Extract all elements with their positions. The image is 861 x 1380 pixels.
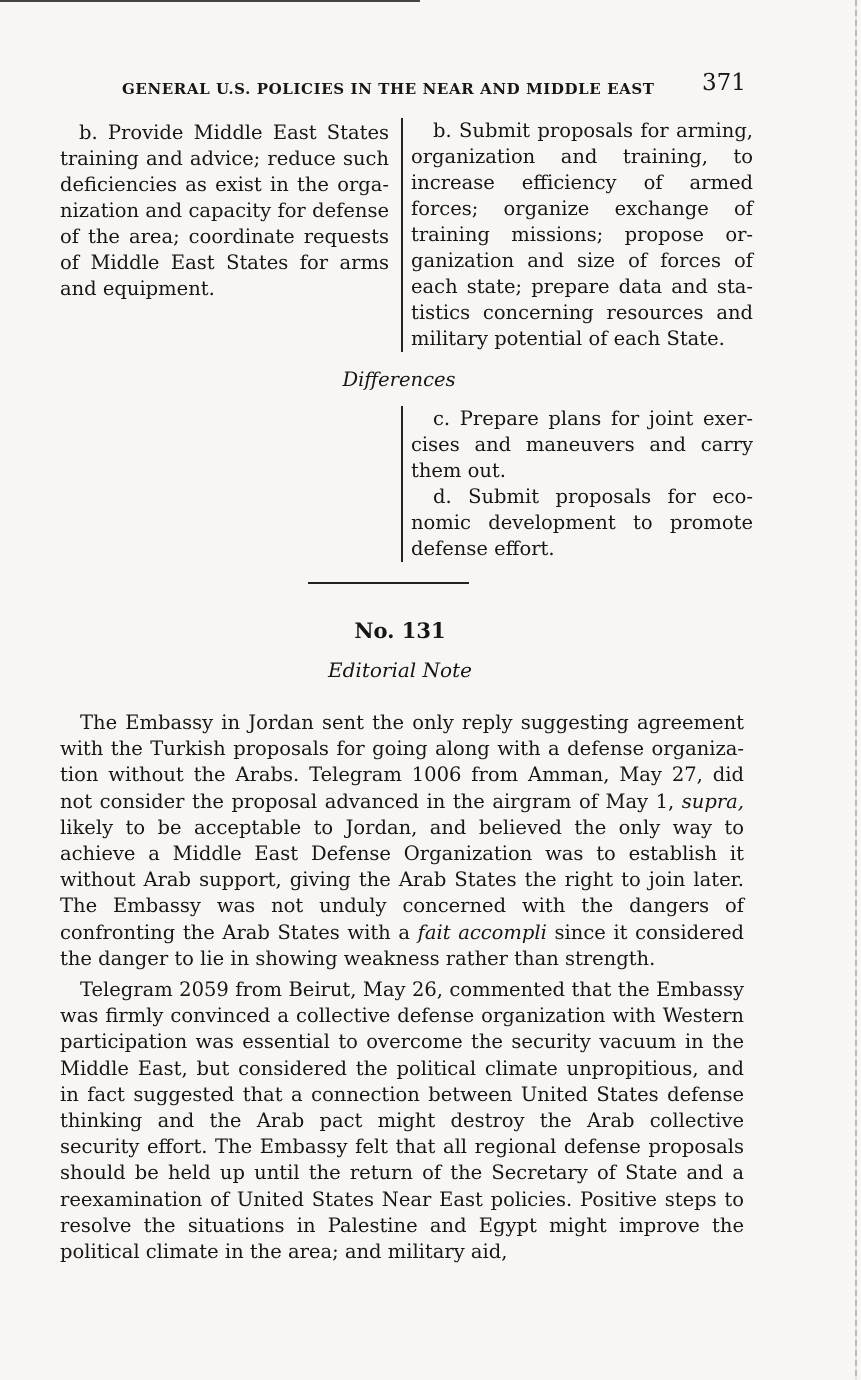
left-column xyxy=(60,120,389,302)
differences-heading: Differences xyxy=(342,368,456,391)
document-number: No. 131 xyxy=(354,618,446,643)
editorial-note-body xyxy=(60,710,744,1270)
paragraph-1-supra: supra, xyxy=(681,789,744,813)
paragraph-1-fait-accompli: fait accompli xyxy=(417,920,547,944)
right-column-lower xyxy=(401,406,753,562)
page-number: 371 xyxy=(702,70,746,96)
page-right-edge xyxy=(855,0,857,1380)
running-header: GENERAL U.S. POLICIES IN THE NEAR AND MIDDLE EAST xyxy=(122,80,655,98)
paragraph-1-text-a: The Embassy in Jordan sent the only reply suggesting agreement with the Turkish proposals for going along with a defense organization without the Arabs. Telegram 1006 from Amman, May 27, did not consider the proposal advanced in the airgram of May 1, xyxy=(60,711,744,813)
paragraph-1-text-b: likely to be acceptable to Jordan, and believed the only way to achieve a Middle East Defense Organization was to establish it without Arab support, giving the Arab States the right to join later. The Embassy was not unduly concerned with the dangers of confronting the Arab States with a xyxy=(60,815,744,944)
section-divider xyxy=(308,582,469,584)
paragraph-2: Telegram 2059 from Beirut, May 26, commented that the Embassy was firmly convinced a collective defense organization with Western participation was essential to overcome the security vacuum in the Middle East, but considered the political climate unpropitious, and in fact suggested that a connection between United States defense thinking and the Arab pact might destroy the Arab collective security effort. The Embassy felt that all regional defense proposals should be held up until the return of the Secretary of State and a reexamination of United States Near East policies. Positive steps to resolve the situations in Palestine and Egypt might improve the political climate in the area; and military aid, xyxy=(60,978,744,1264)
right-column-upper xyxy=(401,118,753,352)
paragraph-1-text-c: since it considered the danger to lie in showing weakness rather than strength. xyxy=(60,920,744,970)
right-item-b: b. Submit proposals for arming, organization and training, to increase efficiency of armed forces; organize exchange of training missions; propose organization and size of forces of each state; prepare data and statistics concerning resources and military potential of each State. xyxy=(411,119,753,350)
right-item-c: c. Prepare plans for joint exercises and maneuvers and carry them out. xyxy=(411,407,753,482)
document-subtitle: Editorial Note xyxy=(328,658,472,682)
left-item-b: b. Provide Middle East States training and advice; reduce such deficiencies as exist in the organization and capacity for defense of the area; coordinate requests of Middle East States for arms and equipment. xyxy=(60,121,389,300)
right-item-d: d. Submit proposals for economic development to promote defense effort. xyxy=(411,485,753,560)
page-top-edge xyxy=(0,0,420,2)
paragraph-1 xyxy=(60,710,744,972)
